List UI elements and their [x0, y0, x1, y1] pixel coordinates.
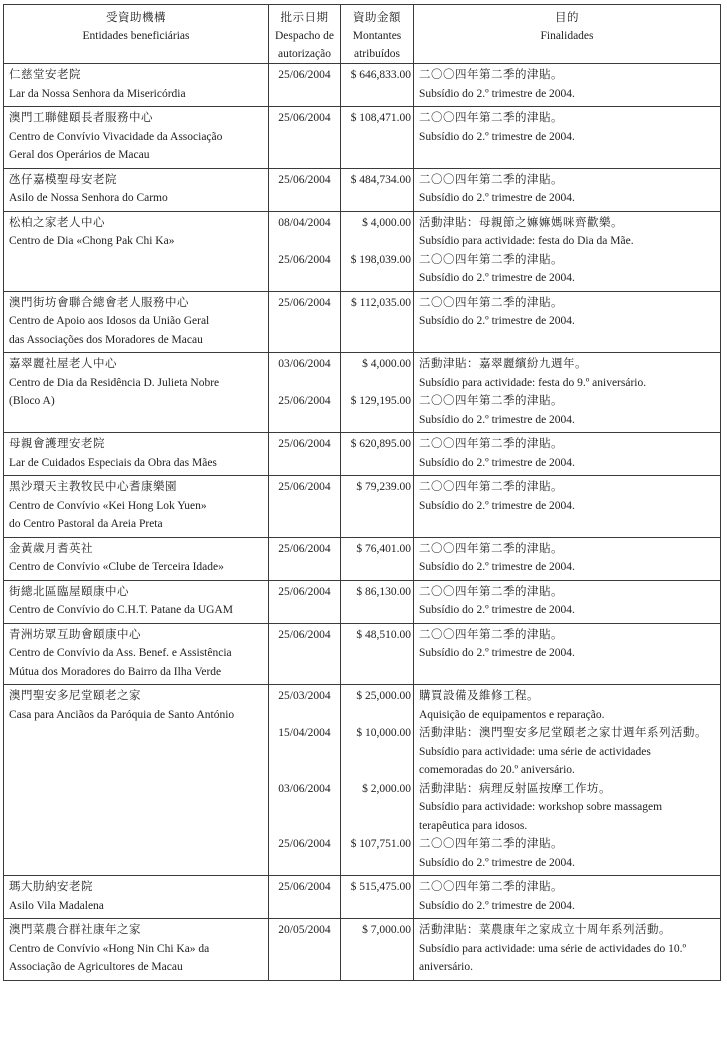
cell-text: do Centro Pastoral da Areia Preta [9, 518, 163, 530]
subsidy-table [3, 4, 721, 981]
spacer [269, 897, 340, 916]
amount-cell [341, 107, 414, 169]
cell-text: Centro de Dia da Residência D. Julieta Nobre [9, 376, 220, 389]
amount-cell [341, 476, 414, 538]
cell-text: 二〇〇四年第二季的津貼。 [419, 628, 563, 641]
cell-text: Subsídio para actividade: workshop sobre massagem [419, 801, 663, 813]
cell-text: Subsídio do 2.º trimestre de 2004. [419, 130, 575, 143]
cell-text: $ 48,510.00 [356, 628, 411, 641]
spacer [269, 128, 340, 147]
cell-text: 25/06/2004 [278, 542, 331, 555]
cell-text: 瑪大肋納安老院 [9, 881, 93, 893]
spacer [341, 897, 411, 916]
cell-text: 仁慈堂安老院 [9, 69, 81, 81]
cell-text: 03/06/2004 [278, 358, 331, 370]
entity-cell [4, 580, 269, 623]
cell-text: Aquisição de equipamentos e reparação. [419, 708, 605, 721]
cell-text: 25/06/2004 [278, 296, 331, 309]
spacer [269, 958, 340, 977]
cell-text: Subsídio para actividade: uma série de actividades [419, 745, 651, 758]
entity-cell [4, 876, 269, 919]
purpose-cell [414, 107, 721, 169]
cell-text: 15/04/2004 [278, 727, 331, 739]
entity-cell [4, 211, 269, 291]
cell-text: Subsídio do 2.º trimestre de 2004. [419, 899, 575, 912]
date-cell [269, 211, 341, 291]
cell-text: 25/06/2004 [278, 838, 331, 850]
cell-text: Subsídio do 2.º trimestre de 2004. [419, 87, 575, 100]
cell-text: das Associações dos Moradores de Macau [9, 333, 203, 346]
amount-cell [341, 876, 414, 919]
purpose-cell [414, 211, 721, 291]
cell-text: $ 25,000.00 [356, 690, 411, 702]
cell-text: 25/06/2004 [278, 69, 331, 81]
cell-text: $ 198,039.00 [350, 253, 411, 266]
amount-cell [341, 291, 414, 353]
spacer [269, 312, 340, 331]
purpose-cell [414, 291, 721, 353]
spacer [269, 706, 340, 725]
cell-text: 25/06/2004 [278, 881, 331, 893]
spacer [341, 940, 411, 959]
cell-text: 嘉翠麗社屋老人中心 [9, 358, 117, 370]
cell-text: 青洲坊眾互助會頤康中心 [9, 628, 141, 641]
amount-cell [341, 537, 414, 580]
cell-text: Lar de Cuidados Especiais da Obra das Mães [9, 456, 217, 469]
cell-text: Subsídio do 2.º trimestre de 2004. [419, 647, 575, 659]
spacer [341, 706, 411, 725]
table-row [4, 580, 721, 623]
table-row [4, 353, 721, 433]
amount-cell [341, 211, 414, 291]
cell-text: 活動津貼：母親節之嫲嫲媽咪齊歡樂。 [419, 216, 623, 229]
table-row [4, 476, 721, 538]
cell-text: Subsídio do 2.º trimestre de 2004. [419, 192, 575, 204]
cell-text: $ 2,000.00 [362, 782, 411, 795]
cell-text: 金黃歲月耆英社 [9, 542, 93, 555]
spacer [341, 497, 411, 516]
date-cell [269, 291, 341, 353]
spacer [269, 85, 340, 104]
spacer [269, 601, 340, 620]
entity-cell [4, 919, 269, 981]
cell-text: 二〇〇四年第二季的津貼。 [419, 542, 563, 555]
cell-text: $ 76,401.00 [356, 542, 411, 555]
amount-cell [341, 353, 414, 433]
cell-text: 活動津貼：嘉翠麗繽紛九週年。 [419, 358, 587, 370]
cell-text: Mútua dos Moradores do Bairro da Ilha Verde [9, 665, 222, 678]
spacer [341, 743, 411, 762]
cell-text: $ 646,833.00 [350, 69, 411, 81]
table-body [4, 64, 721, 981]
amount-cell [341, 168, 414, 211]
purpose-cell [414, 168, 721, 211]
purpose-cell [414, 623, 721, 685]
spacer [269, 743, 340, 762]
spacer [269, 497, 340, 516]
cell-text: 澳門菜農合群社康年之家 [9, 924, 141, 936]
amount-cell [341, 64, 414, 107]
cell-text: Casa para Anciãos da Paróquia de Santo António [9, 708, 235, 721]
cell-text: $ 108,471.00 [350, 112, 411, 124]
cell-text: Centro de Convívio do C.H.T. Patane da UGAM [9, 604, 234, 616]
cell-text: 二〇〇四年第二季的津貼。 [419, 481, 563, 493]
cell-text: 25/06/2004 [278, 585, 331, 598]
purpose-cell [414, 353, 721, 433]
cell-text: Centro de Apoio aos Idosos da União Geral [9, 315, 210, 327]
cell-text: Associação de Agricultores de Macau [9, 961, 183, 973]
cell-text: Geral dos Operários de Macau [9, 149, 150, 161]
cell-text: 黑沙環天主教牧民中心耆康樂園 [9, 481, 177, 493]
date-cell [269, 537, 341, 580]
spacer [269, 940, 340, 959]
cell-text: 25/06/2004 [278, 112, 331, 124]
cell-text: $ 4,000.00 [362, 216, 411, 229]
spacer [341, 958, 411, 977]
spacer [341, 232, 411, 251]
cell-text: 03/06/2004 [278, 782, 331, 795]
spacer [341, 817, 411, 836]
cell-text: $ 79,239.00 [356, 481, 411, 493]
header-entities: 受資助機構 Entidades beneficiárias [4, 5, 269, 64]
cell-text: 二〇〇四年第二季的津貼。 [419, 296, 563, 309]
table-row [4, 107, 721, 169]
table-row [4, 168, 721, 211]
cell-text: $ 484,734.00 [350, 173, 411, 186]
amount-cell [341, 433, 414, 476]
table-row [4, 291, 721, 353]
amount-cell [341, 919, 414, 981]
entity-cell [4, 476, 269, 538]
cell-text: Centro de Convívio «Hong Nin Chi Ka» da [9, 942, 210, 955]
header-amount: 資助金額 Montantes atribuídos [341, 5, 414, 64]
cell-text: Subsídio para actividade: uma série de actividades do 10.º [419, 942, 687, 955]
date-cell [269, 433, 341, 476]
cell-text: 25/03/2004 [278, 690, 331, 702]
cell-text: Centro de Convívio da Ass. Benef. e Assistência [9, 647, 232, 659]
purpose-cell [414, 433, 721, 476]
purpose-cell [414, 64, 721, 107]
cell-text: Centro de Convívio Vivacidade da Associação [9, 130, 223, 143]
cell-text: 二〇〇四年第二季的津貼。 [419, 881, 563, 893]
cell-text: 二〇〇四年第二季的津貼。 [419, 112, 563, 124]
table-row [4, 64, 721, 107]
amount-cell [341, 623, 414, 685]
cell-text: Subsídio do 2.º trimestre de 2004. [419, 456, 575, 469]
cell-text: 二〇〇四年第二季的津貼。 [419, 438, 563, 450]
cell-text: Subsídio do 2.º trimestre de 2004. [419, 413, 575, 426]
spacer [269, 411, 340, 430]
entity-cell [4, 291, 269, 353]
entity-cell [4, 537, 269, 580]
cell-text: $ 620,895.00 [350, 438, 411, 450]
spacer [341, 85, 411, 104]
spacer [269, 232, 340, 251]
cell-text: Subsídio do 2.º trimestre de 2004. [419, 499, 575, 512]
cell-text: 25/06/2004 [278, 438, 331, 450]
date-cell [269, 476, 341, 538]
spacer [341, 312, 411, 331]
cell-text: $ 112,035.00 [351, 296, 411, 309]
cell-text: 氹仔嘉模聖母安老院 [9, 173, 117, 186]
cell-text: $ 129,195.00 [350, 395, 411, 407]
cell-text: 25/06/2004 [278, 628, 331, 641]
entity-cell [4, 685, 269, 876]
spacer [269, 454, 340, 473]
purpose-cell [414, 919, 721, 981]
entity-cell [4, 64, 269, 107]
cell-text: Centro de Dia «Chong Pak Chi Ka» [9, 235, 175, 247]
table-header-row [4, 5, 721, 64]
cell-text: $ 10,000.00 [356, 727, 411, 739]
purpose-cell [414, 876, 721, 919]
spacer [341, 374, 411, 393]
cell-text: terapêutica para idosos. [419, 819, 528, 832]
date-cell [269, 685, 341, 876]
cell-text: Asilo Vila Madalena [9, 899, 104, 912]
date-cell [269, 876, 341, 919]
spacer [269, 374, 340, 393]
cell-text: Subsídio do 2.º trimestre de 2004. [419, 272, 575, 284]
date-cell [269, 623, 341, 685]
cell-text: 購買設備及維修工程。 [419, 690, 539, 702]
table-row [4, 537, 721, 580]
cell-text: Centro de Convívio «Kei Hong Lok Yuen» [9, 499, 207, 512]
table-row [4, 623, 721, 685]
cell-text: $ 107,751.00 [350, 838, 411, 850]
table-row [4, 685, 721, 876]
entity-cell [4, 107, 269, 169]
spacer [341, 854, 411, 873]
spacer [269, 817, 340, 836]
cell-text: 松柏之家老人中心 [9, 216, 105, 229]
cell-text: comemoradas do 20.º aniversário. [419, 764, 575, 776]
entity-cell [4, 433, 269, 476]
header-date: 批示日期 Despacho de autorização [269, 5, 341, 64]
spacer [341, 128, 411, 147]
cell-text: 澳門工聯健頤長者服務中心 [9, 112, 153, 124]
cell-text: $ 86,130.00 [356, 585, 411, 598]
cell-text: $ 515,475.00 [350, 881, 411, 893]
date-cell [269, 353, 341, 433]
spacer [341, 644, 411, 663]
table-row [4, 433, 721, 476]
spacer [341, 189, 411, 208]
spacer [341, 558, 411, 577]
cell-text: 二〇〇四年第二季的津貼。 [419, 173, 563, 186]
spacer [269, 189, 340, 208]
cell-text: 活動津貼：病理反射區按摩工作坊。 [419, 782, 611, 795]
table-row [4, 919, 721, 981]
spacer [269, 644, 340, 663]
cell-text: Subsídio do 2.º trimestre de 2004. [419, 315, 575, 327]
cell-text: Subsídio do 2.º trimestre de 2004. [419, 856, 575, 869]
cell-text: 活動津貼：澳門聖安多尼堂頤老之家廿週年系列活動。 [419, 727, 707, 739]
date-cell [269, 107, 341, 169]
header-purpose: 目的 Finalidades [414, 5, 721, 64]
spacer [269, 854, 340, 873]
cell-text: 08/04/2004 [278, 216, 331, 229]
cell-text: $ 4,000.00 [362, 358, 411, 370]
spacer [341, 454, 411, 473]
cell-text: Centro de Convívio «Clube de Terceira Idade» [9, 561, 224, 573]
cell-text: Subsídio para actividade: festa do 9.º aniversário. [419, 376, 647, 389]
cell-text: aniversário. [419, 961, 473, 973]
entity-cell [4, 623, 269, 685]
cell-text: 25/06/2004 [278, 395, 331, 407]
cell-text: Subsídio do 2.º trimestre de 2004. [419, 561, 575, 573]
table-row [4, 876, 721, 919]
spacer [269, 269, 340, 288]
cell-text: 20/05/2004 [278, 924, 331, 936]
date-cell [269, 168, 341, 211]
cell-text: 活動津貼：菜農康年之家成立十周年系列活動。 [419, 924, 671, 936]
cell-text: 25/06/2004 [278, 253, 331, 266]
purpose-cell [414, 580, 721, 623]
cell-text: 澳門聖安多尼堂頤老之家 [9, 690, 141, 702]
cell-text: 二〇〇四年第二季的津貼。 [419, 838, 563, 850]
cell-text: Subsídio do 2.º trimestre de 2004. [419, 604, 575, 616]
cell-text: 母親會護理安老院 [9, 438, 105, 450]
purpose-cell [414, 685, 721, 876]
date-cell [269, 64, 341, 107]
date-cell [269, 580, 341, 623]
amount-cell [341, 685, 414, 876]
cell-text: 二〇〇四年第二季的津貼。 [419, 69, 563, 81]
cell-text: 二〇〇四年第二季的津貼。 [419, 585, 563, 598]
date-cell [269, 919, 341, 981]
table-row [4, 211, 721, 291]
purpose-cell [414, 537, 721, 580]
cell-text: 街總北區臨屋頤康中心 [9, 585, 129, 598]
spacer [341, 269, 411, 288]
spacer [269, 798, 340, 817]
cell-text: 二〇〇四年第二季的津貼。 [419, 395, 563, 407]
entity-cell [4, 353, 269, 433]
spacer [341, 761, 411, 780]
cell-text: Subsídio para actividade: festa do Dia da Mãe. [419, 235, 634, 247]
cell-text: $ 7,000.00 [362, 924, 411, 936]
spacer [269, 761, 340, 780]
cell-text: 二〇〇四年第二季的津貼。 [419, 253, 563, 266]
purpose-cell [414, 476, 721, 538]
amount-cell [341, 580, 414, 623]
spacer [341, 601, 411, 620]
cell-text: 25/06/2004 [278, 173, 331, 186]
cell-text: Lar da Nossa Senhora da Misericórdia [9, 87, 186, 100]
spacer [341, 411, 411, 430]
cell-text: (Bloco A) [9, 395, 55, 407]
entity-cell [4, 168, 269, 211]
cell-text: 澳門街坊會聯合總會老人服務中心 [9, 296, 189, 309]
cell-text: Asilo de Nossa Senhora do Carmo [9, 192, 168, 204]
cell-text: 25/06/2004 [278, 481, 331, 493]
spacer [341, 798, 411, 817]
spacer [269, 558, 340, 577]
